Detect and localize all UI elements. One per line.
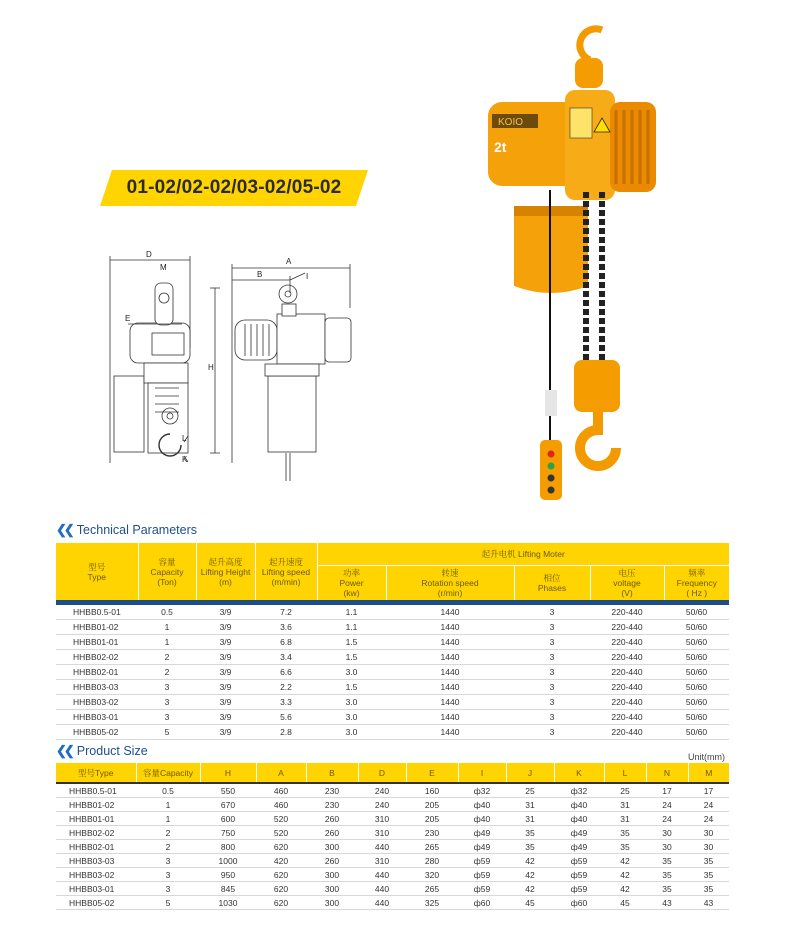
- size-header-cell: J: [506, 763, 554, 782]
- size-cell: 440: [358, 840, 406, 854]
- tech-cell: 1.5: [317, 680, 386, 695]
- tech-cell: 5.6: [255, 710, 317, 725]
- tech-cell: 50/60: [664, 710, 729, 725]
- size-cell: 230: [406, 826, 458, 840]
- size-cell: 25: [604, 784, 646, 798]
- size-cell: 1000: [200, 854, 256, 868]
- size-cell: 160: [406, 784, 458, 798]
- tech-cell: 3: [138, 695, 196, 710]
- dim-label-i: I: [306, 272, 309, 281]
- size-cell: 310: [358, 812, 406, 826]
- tech-cell: 50/60: [664, 725, 729, 740]
- size-cell: ф60: [554, 896, 604, 910]
- size-cell: HHBB0.5-01: [56, 784, 136, 798]
- tech-cell: 50/60: [664, 680, 729, 695]
- size-cell: 30: [688, 826, 729, 840]
- size-header-cell: M: [688, 763, 729, 782]
- size-cell: 300: [306, 868, 358, 882]
- th-lifting-height: 起升高度 Lifting Height (m): [196, 543, 255, 600]
- tech-cell: 3.0: [317, 665, 386, 680]
- dim-label-k: K: [182, 455, 188, 464]
- size-header-cell: B: [306, 763, 358, 782]
- th-type: 型号 Type: [56, 543, 138, 600]
- tech-cell: 3: [514, 725, 590, 740]
- tech-cell: 3: [514, 605, 590, 620]
- size-cell: ф59: [458, 882, 506, 896]
- size-header-cell: N: [646, 763, 688, 782]
- tech-cell: 3/9: [196, 605, 255, 620]
- size-cell: 620: [256, 868, 306, 882]
- size-cell: HHBB05-02: [56, 896, 136, 910]
- size-cell: 260: [306, 854, 358, 868]
- tech-cell: HHBB03-03: [56, 680, 138, 695]
- size-cell: 300: [306, 840, 358, 854]
- tech-cell: 1: [138, 635, 196, 650]
- size-cell: 43: [646, 896, 688, 910]
- size-cell: 800: [200, 840, 256, 854]
- size-cell: 230: [306, 784, 358, 798]
- tech-table-row: [56, 605, 729, 620]
- size-cell: ф32: [458, 784, 506, 798]
- size-cell: 42: [506, 868, 554, 882]
- tech-section-header: [56, 522, 197, 538]
- tech-cell: 50/60: [664, 635, 729, 650]
- size-cell: 845: [200, 882, 256, 896]
- size-cell: 35: [506, 840, 554, 854]
- size-unit-label: Unit(mm): [688, 752, 725, 762]
- tech-cell: 50/60: [664, 605, 729, 620]
- size-cell: 310: [358, 826, 406, 840]
- th-frequency: 频率 Frequency ( Hz ): [664, 565, 729, 600]
- size-cell: 620: [256, 840, 306, 854]
- size-cell: 265: [406, 840, 458, 854]
- size-cell: 24: [688, 798, 729, 812]
- size-cell: 420: [256, 854, 306, 868]
- tech-cell: 3/9: [196, 680, 255, 695]
- size-cell: ф49: [554, 840, 604, 854]
- size-cell: 1: [136, 798, 200, 812]
- tech-table-row: [56, 665, 729, 680]
- size-cell: 30: [646, 826, 688, 840]
- tech-cell: 3.0: [317, 695, 386, 710]
- tech-cell: 1440: [386, 665, 514, 680]
- double-chevron-left-icon: ❮❮: [56, 743, 72, 758]
- th-motor-group: 起升电机 Lifting Moter: [317, 543, 729, 565]
- dim-label-h: H: [208, 363, 214, 372]
- size-header-cell: I: [458, 763, 506, 782]
- size-cell: 24: [646, 798, 688, 812]
- technical-parameters-table: [56, 543, 729, 740]
- tech-cell: 3.6: [255, 620, 317, 635]
- tech-cell: 5: [138, 725, 196, 740]
- size-cell: 240: [358, 798, 406, 812]
- tech-cell: 3: [514, 680, 590, 695]
- size-cell: 440: [358, 896, 406, 910]
- tech-cell: 3.4: [255, 650, 317, 665]
- th-capacity: 容量 Capacity (Ton): [138, 543, 196, 600]
- product-size-table: [56, 763, 729, 910]
- size-cell: 440: [358, 868, 406, 882]
- size-cell: 750: [200, 826, 256, 840]
- size-cell: 320: [406, 868, 458, 882]
- tech-table-row: [56, 695, 729, 710]
- dim-label-b: B: [257, 270, 263, 279]
- size-cell: HHBB03-02: [56, 868, 136, 882]
- tech-cell: 3: [514, 710, 590, 725]
- tech-table-row: [56, 710, 729, 725]
- tech-cell: 220-440: [590, 725, 664, 740]
- size-cell: 670: [200, 798, 256, 812]
- tech-cell: 3/9: [196, 725, 255, 740]
- size-cell: 30: [646, 840, 688, 854]
- size-table-row: [56, 798, 729, 812]
- tech-cell: 3: [514, 695, 590, 710]
- tech-cell: 50/60: [664, 695, 729, 710]
- tech-cell: 2: [138, 665, 196, 680]
- tech-cell: 3: [138, 710, 196, 725]
- tech-cell: 1440: [386, 620, 514, 635]
- size-cell: ф32: [554, 784, 604, 798]
- tech-table-row: [56, 680, 729, 695]
- size-cell: ф59: [458, 854, 506, 868]
- size-cell: 2: [136, 826, 200, 840]
- tech-cell: 220-440: [590, 635, 664, 650]
- size-cell: 230: [306, 798, 358, 812]
- size-cell: 42: [604, 854, 646, 868]
- tech-cell: 3: [514, 635, 590, 650]
- banner-text: 01-02/02-02/03-02/05-02: [126, 177, 342, 198]
- th-power: 功率 Power (kw): [317, 565, 386, 600]
- size-cell: 31: [506, 798, 554, 812]
- size-cell: 42: [506, 854, 554, 868]
- size-cell: HHBB01-01: [56, 812, 136, 826]
- tech-cell: 1440: [386, 605, 514, 620]
- dim-label-e: E: [125, 314, 131, 323]
- size-table-row: [56, 826, 729, 840]
- size-table-row: [56, 840, 729, 854]
- size-cell: 300: [306, 882, 358, 896]
- size-table-row: [56, 854, 729, 868]
- th-lifting-speed: 起升速度 Lifting speed (m/min): [255, 543, 317, 600]
- tech-cell: 0.5: [138, 605, 196, 620]
- size-header-cell: E: [406, 763, 458, 782]
- tech-cell: 3/9: [196, 620, 255, 635]
- tech-cell: 50/60: [664, 650, 729, 665]
- size-cell: 280: [406, 854, 458, 868]
- size-cell: 30: [688, 840, 729, 854]
- tech-cell: 1.1: [317, 620, 386, 635]
- tech-cell: 3.3: [255, 695, 317, 710]
- size-cell: 1: [136, 812, 200, 826]
- dim-label-l: L: [182, 434, 187, 443]
- size-cell: 35: [688, 854, 729, 868]
- tech-cell: 3: [514, 650, 590, 665]
- tech-cell: 3/9: [196, 695, 255, 710]
- size-cell: HHBB02-02: [56, 826, 136, 840]
- tech-cell: 3/9: [196, 635, 255, 650]
- th-rotation: 转速 Rotation speed (r/min): [386, 565, 514, 600]
- tech-cell: HHBB01-02: [56, 620, 138, 635]
- size-cell: 35: [688, 882, 729, 896]
- tech-cell: 1440: [386, 710, 514, 725]
- size-cell: 24: [688, 812, 729, 826]
- size-cell: 620: [256, 896, 306, 910]
- size-cell: 35: [604, 840, 646, 854]
- size-cell: HHBB01-02: [56, 798, 136, 812]
- tech-cell: 220-440: [590, 710, 664, 725]
- tech-cell: 220-440: [590, 605, 664, 620]
- size-header-cell: L: [604, 763, 646, 782]
- size-cell: 0.5: [136, 784, 200, 798]
- size-cell: 265: [406, 882, 458, 896]
- tech-cell: HHBB01-01: [56, 635, 138, 650]
- size-cell: 35: [688, 868, 729, 882]
- size-section-title: Product Size: [76, 744, 148, 758]
- tech-cell: 1440: [386, 695, 514, 710]
- size-cell: 35: [646, 868, 688, 882]
- tech-cell: 220-440: [590, 680, 664, 695]
- tech-cell: 7.2: [255, 605, 317, 620]
- tech-table-row: [56, 635, 729, 650]
- size-cell: 45: [506, 896, 554, 910]
- product-badge-text: KOIO: [498, 117, 524, 128]
- tech-cell: 2.2: [255, 680, 317, 695]
- tech-cell: HHBB0.5-01: [56, 605, 138, 620]
- tech-cell: 1.5: [317, 650, 386, 665]
- tech-cell: 3: [138, 680, 196, 695]
- tech-cell: 3: [514, 665, 590, 680]
- size-header-cell: 型号Type: [56, 763, 136, 782]
- tech-table-row: [56, 620, 729, 635]
- size-cell: 520: [256, 812, 306, 826]
- tech-cell: 3/9: [196, 650, 255, 665]
- th-voltage: 电压 voltage (V): [590, 565, 664, 600]
- tech-cell: HHBB02-02: [56, 650, 138, 665]
- size-cell: 3: [136, 868, 200, 882]
- tech-cell: 1440: [386, 650, 514, 665]
- tech-cell: HHBB05-02: [56, 725, 138, 740]
- size-cell: 31: [604, 798, 646, 812]
- tech-cell: 1440: [386, 635, 514, 650]
- size-cell: 620: [256, 882, 306, 896]
- size-header-cell: D: [358, 763, 406, 782]
- hoist-dimension-drawing: [100, 248, 360, 488]
- size-cell: 35: [604, 826, 646, 840]
- size-cell: ф40: [458, 798, 506, 812]
- tech-cell: HHBB03-02: [56, 695, 138, 710]
- tech-cell: 50/60: [664, 620, 729, 635]
- size-cell: ф40: [554, 798, 604, 812]
- size-table-row: [56, 868, 729, 882]
- size-cell: 310: [358, 854, 406, 868]
- tech-cell: 1440: [386, 680, 514, 695]
- tech-cell: HHBB03-01: [56, 710, 138, 725]
- tech-cell: 50/60: [664, 665, 729, 680]
- size-cell: 43: [688, 896, 729, 910]
- size-cell: 520: [256, 826, 306, 840]
- tech-cell: 3.0: [317, 710, 386, 725]
- size-cell: ф60: [458, 896, 506, 910]
- size-cell: 260: [306, 812, 358, 826]
- size-cell: ф59: [458, 868, 506, 882]
- size-cell: 35: [506, 826, 554, 840]
- size-cell: ф59: [554, 882, 604, 896]
- hoist-product-image: [470, 10, 670, 500]
- size-table-row: [56, 812, 729, 826]
- size-cell: 31: [506, 812, 554, 826]
- size-cell: 45: [604, 896, 646, 910]
- size-cell: HHBB03-01: [56, 882, 136, 896]
- tech-cell: 1.1: [317, 605, 386, 620]
- size-cell: 550: [200, 784, 256, 798]
- size-cell: ф59: [554, 854, 604, 868]
- size-cell: 24: [646, 812, 688, 826]
- size-cell: ф40: [554, 812, 604, 826]
- tech-cell: HHBB02-01: [56, 665, 138, 680]
- tech-cell: 1.5: [317, 635, 386, 650]
- size-table-row: [56, 882, 729, 896]
- size-cell: 3: [136, 854, 200, 868]
- size-cell: 17: [688, 784, 729, 798]
- tech-cell: 220-440: [590, 695, 664, 710]
- size-cell: 260: [306, 826, 358, 840]
- tech-cell: 6.6: [255, 665, 317, 680]
- size-cell: 240: [358, 784, 406, 798]
- tech-section-title: Technical Parameters: [76, 523, 197, 537]
- th-phases: 相位 Phases: [514, 565, 590, 600]
- size-section-header: [56, 743, 148, 759]
- size-cell: 600: [200, 812, 256, 826]
- size-cell: HHBB02-01: [56, 840, 136, 854]
- size-cell: ф59: [554, 868, 604, 882]
- tech-cell: 220-440: [590, 665, 664, 680]
- size-cell: 25: [506, 784, 554, 798]
- size-cell: ф49: [458, 826, 506, 840]
- size-cell: 325: [406, 896, 458, 910]
- size-cell: 35: [646, 882, 688, 896]
- model-banner: [100, 170, 368, 206]
- size-cell: 5: [136, 896, 200, 910]
- dim-label-a: A: [286, 257, 292, 266]
- size-cell: 42: [604, 868, 646, 882]
- size-header-cell: A: [256, 763, 306, 782]
- tech-cell: 6.8: [255, 635, 317, 650]
- tech-cell: 220-440: [590, 620, 664, 635]
- tech-cell: 3: [514, 620, 590, 635]
- tech-cell: 1440: [386, 725, 514, 740]
- size-cell: ф49: [554, 826, 604, 840]
- double-chevron-left-icon: ❮❮: [56, 522, 72, 537]
- size-cell: 31: [604, 812, 646, 826]
- tech-cell: 3/9: [196, 665, 255, 680]
- size-cell: 300: [306, 896, 358, 910]
- tech-cell: 2.8: [255, 725, 317, 740]
- tech-cell: 1: [138, 620, 196, 635]
- size-header-cell: 容量Capacity: [136, 763, 200, 782]
- dim-label-d: D: [146, 250, 152, 259]
- size-cell: 440: [358, 882, 406, 896]
- size-table-row: [56, 784, 729, 798]
- tech-cell: 220-440: [590, 650, 664, 665]
- size-cell: 460: [256, 784, 306, 798]
- size-cell: 42: [604, 882, 646, 896]
- size-cell: 3: [136, 882, 200, 896]
- tech-cell: 2: [138, 650, 196, 665]
- size-cell: 35: [646, 854, 688, 868]
- tech-cell: 3/9: [196, 710, 255, 725]
- size-cell: ф40: [458, 812, 506, 826]
- size-cell: ф49: [458, 840, 506, 854]
- size-cell: 2: [136, 840, 200, 854]
- tech-table-row: [56, 725, 729, 740]
- size-cell: HHBB03-03: [56, 854, 136, 868]
- size-cell: 205: [406, 812, 458, 826]
- size-cell: 17: [646, 784, 688, 798]
- size-cell: 460: [256, 798, 306, 812]
- size-table-row: [56, 896, 729, 910]
- size-header-cell: H: [200, 763, 256, 782]
- product-capacity-text: 2t: [494, 139, 507, 155]
- size-cell: 42: [506, 882, 554, 896]
- size-cell: 950: [200, 868, 256, 882]
- tech-cell: 3.0: [317, 725, 386, 740]
- tech-table-row: [56, 650, 729, 665]
- size-header-cell: K: [554, 763, 604, 782]
- dim-label-m: M: [160, 263, 167, 272]
- size-cell: 1030: [200, 896, 256, 910]
- size-cell: 205: [406, 798, 458, 812]
